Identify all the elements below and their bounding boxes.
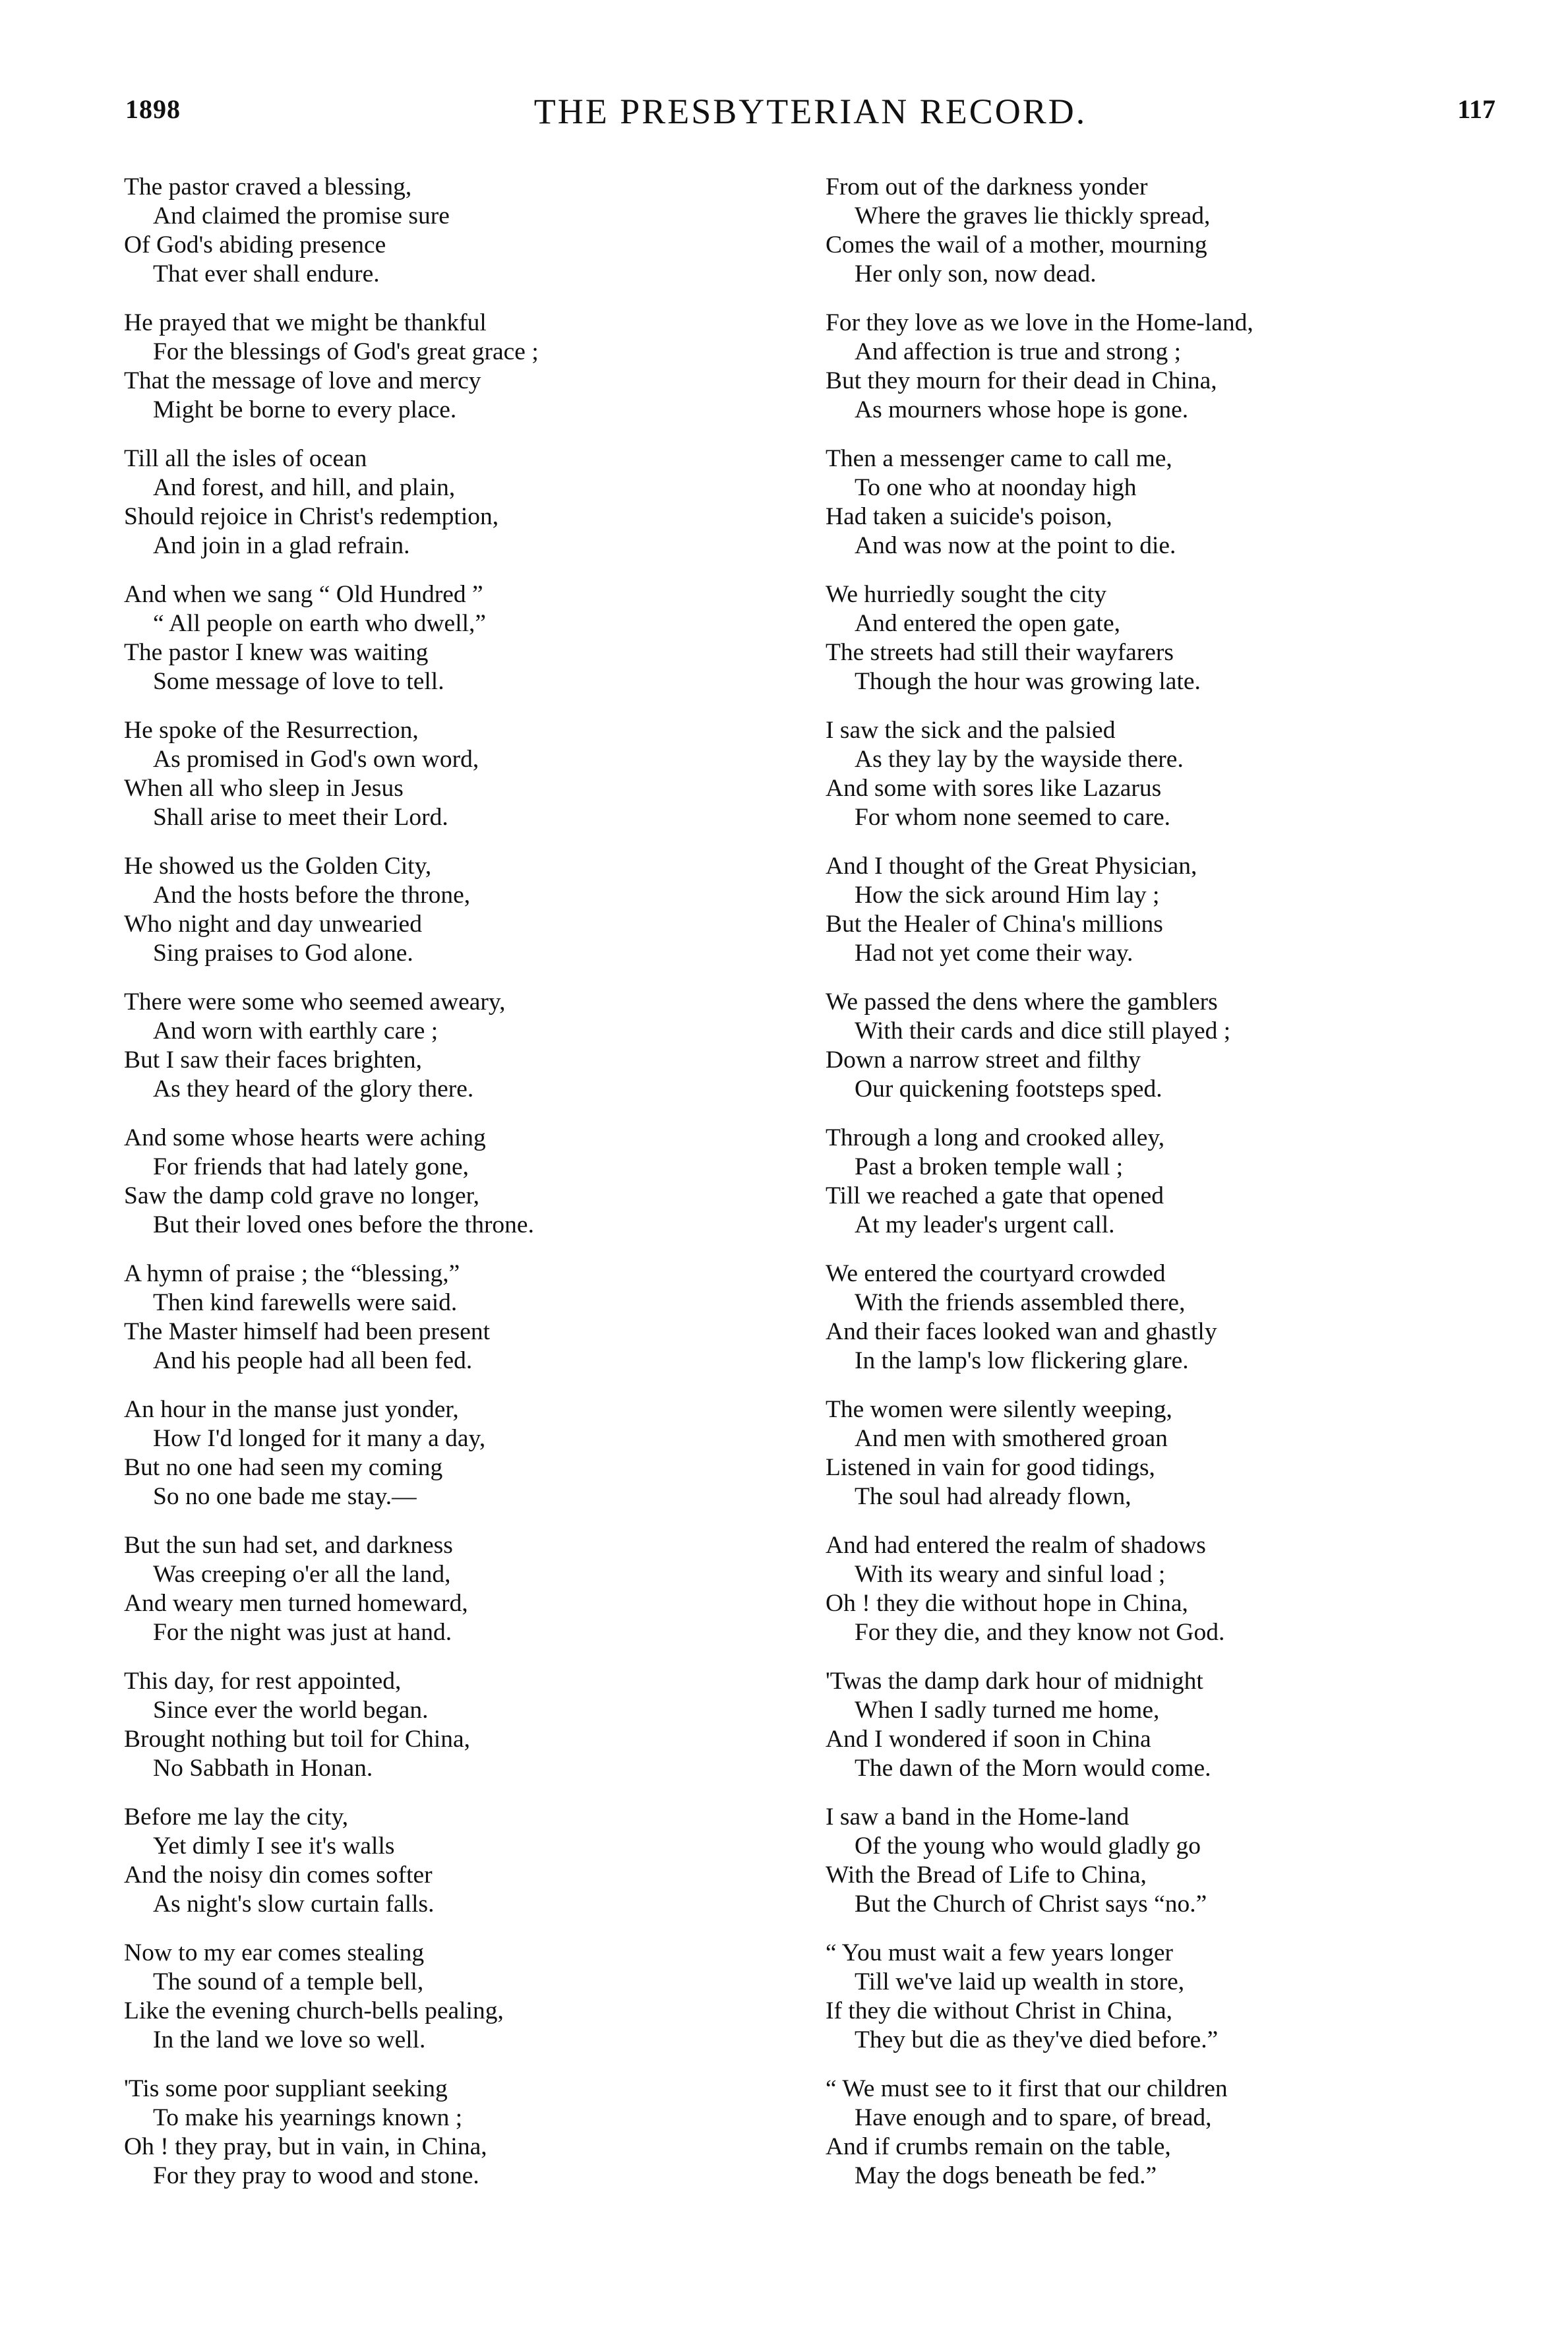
poem-line: But the Healer of China's millions [826, 911, 1163, 938]
poem-line: I saw a band in the Home-land [826, 1804, 1130, 1831]
poem-line: And I wondered if soon in China [826, 1726, 1151, 1753]
stanza [124, 1124, 783, 1259]
poem-line: He showed us the Golden City, [124, 853, 432, 880]
poem-line: And affection is true and strong ; [855, 338, 1182, 365]
poem-line: Had taken a suicide's poison, [826, 503, 1112, 530]
poem-line: And some whose hearts were aching [124, 1124, 486, 1151]
stanza [124, 309, 783, 444]
poem-line: An hour in the manse just yonder, [124, 1396, 459, 1423]
poem-line: They but die as they've died before.” [855, 2026, 1219, 2053]
poem-line: Of the young who would gladly go [855, 1833, 1201, 1860]
stanza [124, 173, 783, 309]
poem-line: And claimed the promise sure [153, 202, 450, 229]
poem-line: Sing praises to God alone. [153, 940, 413, 967]
poem-line: Now to my ear comes stealing [124, 1939, 425, 1966]
poem-line: Who night and day unwearied [124, 911, 422, 938]
poem-line: Before me lay the city, [124, 1804, 349, 1831]
poem-line: Where the graves lie thickly spread, [855, 202, 1211, 229]
poem-line: But no one had seen my coming [124, 1454, 443, 1481]
poem-line: For the night was just at hand. [153, 1619, 452, 1646]
poem-line: In the lamp's low flickering glare. [855, 1347, 1189, 1374]
poem-line: “ You must wait a few years longer [826, 1939, 1173, 1966]
poem-line: Comes the wail of a mother, mourning [826, 231, 1207, 258]
poem-line: Through a long and crooked alley, [826, 1124, 1165, 1151]
poem-line: He spoke of the Resurrection, [124, 717, 419, 744]
poem-line: When all who sleep in Jesus [124, 775, 404, 802]
poem-line: Yet dimly I see it's walls [153, 1833, 395, 1860]
poem-line: Then a messenger came to call me, [826, 445, 1172, 472]
poem-line: Listened in vain for good tidings, [826, 1454, 1155, 1481]
poem-line: There were some who seemed aweary, [124, 988, 506, 1016]
poem-line: May the dogs beneath be fed.” [855, 2162, 1157, 2189]
page-header [125, 91, 1495, 133]
poem-line: And the noisy din comes softer [124, 1862, 433, 1889]
poem-line: So no one bade me stay.— [153, 1483, 417, 1510]
poem-line: Had not yet come their way. [855, 940, 1133, 967]
poem-line: For they die, and they know not God. [855, 1619, 1225, 1646]
poem-line: He prayed that we might be thankful [124, 309, 487, 336]
poem-line: And men with smothered groan [855, 1425, 1168, 1452]
poem-line: The soul had already flown, [855, 1483, 1131, 1510]
poem-line: Oh ! they die without hope in China, [826, 1590, 1188, 1617]
stanza [826, 1939, 1518, 2075]
poem-line: Oh ! they pray, but in vain, in China, [124, 2133, 487, 2160]
stanza [124, 1939, 783, 2075]
stanza [826, 852, 1518, 988]
poem-line: But they mourn for their dead in China, [826, 367, 1217, 394]
poem-line: With the friends assembled there, [855, 1289, 1186, 1316]
poem-line: As they heard of the glory there. [153, 1076, 474, 1103]
stanza [826, 716, 1518, 852]
poem-line: Like the evening church-bells pealing, [124, 1997, 504, 2024]
poem-line: With the Bread of Life to China, [826, 1862, 1147, 1889]
poem-line: With their cards and dice still played ; [855, 1017, 1231, 1045]
poem-line: I saw the sick and the palsied [826, 717, 1116, 744]
poem-line: The pastor craved a blessing, [124, 173, 412, 200]
stanza [124, 988, 783, 1124]
poem-line: And if crumbs remain on the table, [826, 2133, 1171, 2160]
poem-line: Then kind farewells were said. [153, 1289, 458, 1316]
poem-column-left [124, 173, 783, 2210]
poem-line: In the land we love so well. [153, 2026, 426, 2053]
poem-line: Shall arise to meet their Lord. [153, 804, 448, 831]
header-year: 1898 [125, 94, 181, 124]
poem-line: At my leader's urgent call. [855, 1211, 1115, 1238]
poem-line: As mourners whose hope is gone. [855, 396, 1189, 423]
poem-line: Our quickening footsteps sped. [855, 1076, 1162, 1103]
poem-line: And the hosts before the throne, [153, 882, 471, 909]
poem-line: “ We must see to it first that our children [826, 2075, 1228, 2102]
stanza [124, 580, 783, 716]
stanza [124, 444, 783, 580]
poem-line: And when we sang “ Old Hundred ” [124, 581, 483, 608]
poem-line: When I sadly turned me home, [855, 1697, 1160, 1724]
poem-line: To one who at noonday high [855, 474, 1137, 501]
poem-line: 'Tis some poor suppliant seeking [124, 2075, 448, 2102]
stanza [826, 1803, 1518, 1939]
stanza [124, 1803, 783, 1939]
poem-line: We passed the dens where the gamblers [826, 988, 1218, 1016]
stanza [826, 309, 1518, 444]
poem-line: We hurriedly sought the city [826, 581, 1107, 608]
poem-line: For whom none seemed to care. [855, 804, 1171, 831]
page-number: 117 [1457, 94, 1495, 124]
journal-title: THE PRESBYTERIAN RECORD. [533, 92, 1087, 131]
poem-line: To make his yearnings known ; [153, 2104, 463, 2131]
poem-line: Since ever the world began. [153, 1697, 429, 1724]
poem-line: The dawn of the Morn would come. [855, 1755, 1211, 1782]
poem-line: And forest, and hill, and plain, [153, 474, 456, 501]
poem-line: Have enough and to spare, of bread, [855, 2104, 1212, 2131]
stanza [124, 1531, 783, 1667]
stanza [124, 1667, 783, 1803]
stanza [826, 173, 1518, 309]
poem-line: And worn with earthly care ; [153, 1017, 438, 1045]
poem-line: For the blessings of God's great grace ; [153, 338, 539, 365]
poem-line: 'Twas the damp dark hour of midnight [826, 1668, 1203, 1695]
poem-line: If they die without Christ in China, [826, 1997, 1172, 2024]
poem-line: For they pray to wood and stone. [153, 2162, 479, 2189]
stanza [826, 988, 1518, 1124]
poem-line: And entered the open gate, [855, 610, 1120, 637]
poem-line: Should rejoice in Christ's redemption, [124, 503, 499, 530]
stanza [826, 2075, 1518, 2210]
poem-line: “ All people on earth who dwell,” [153, 610, 487, 637]
stanza [826, 1259, 1518, 1395]
poem-line: A hymn of praise ; the “blessing,” [124, 1260, 460, 1287]
poem-line: And his people had all been fed. [153, 1347, 473, 1374]
stanza [826, 1124, 1518, 1259]
poem-line: But the Church of Christ says “no.” [855, 1891, 1207, 1918]
poem-line: But the sun had set, and darkness [124, 1532, 453, 1559]
stanza [826, 1667, 1518, 1803]
stanza [124, 1259, 783, 1395]
poem-line: This day, for rest appointed, [124, 1668, 402, 1695]
poem-line: No Sabbath in Honan. [153, 1755, 373, 1782]
poem-line: As they lay by the wayside there. [855, 746, 1184, 773]
poem-line: Of God's abiding presence [124, 231, 386, 258]
stanza [124, 2075, 783, 2210]
poem-line: That the message of love and mercy [124, 367, 481, 394]
poem-line: And weary men turned homeward, [124, 1590, 468, 1617]
poem-line: With its weary and sinful load ; [855, 1561, 1166, 1588]
poem-line: And join in a glad refrain. [153, 532, 410, 559]
poem-line: Till we reached a gate that opened [826, 1182, 1164, 1209]
poem-line: And I thought of the Great Physician, [826, 853, 1197, 880]
poem-column-right [826, 173, 1518, 2210]
poem-line: The Master himself had been present [124, 1318, 491, 1345]
poem-line: That ever shall endure. [153, 260, 380, 288]
poem-line: For friends that had lately gone, [153, 1153, 469, 1180]
stanza [826, 580, 1518, 716]
poem-line: For they love as we love in the Home-land, [826, 309, 1253, 336]
poem-line: Till we've laid up wealth in store, [855, 1968, 1185, 1995]
poem-line: Some message of love to tell. [153, 668, 444, 695]
poem-line: Saw the damp cold grave no longer, [124, 1182, 479, 1209]
poem-line: Past a broken temple wall ; [855, 1153, 1124, 1180]
poem-line: And was now at the point to die. [855, 532, 1176, 559]
poem-line: From out of the darkness yonder [826, 173, 1148, 200]
poem-line: Might be borne to every place. [153, 396, 457, 423]
poem-line: But I saw their faces brighten, [124, 1046, 422, 1074]
poem-line: We entered the courtyard crowded [826, 1260, 1166, 1287]
stanza [124, 716, 783, 852]
poem-line: But their loved ones before the throne. [153, 1211, 534, 1238]
poem-line: How I'd longed for it many a day, [153, 1425, 486, 1452]
poem-line: The streets had still their wayfarers [826, 639, 1174, 666]
poem-line: The sound of a temple bell, [153, 1968, 424, 1995]
poem-line: Her only son, now dead. [855, 260, 1097, 288]
poem-line: As night's slow curtain falls. [153, 1891, 435, 1918]
poem-line: Was creeping o'er all the land, [153, 1561, 451, 1588]
stanza [124, 1395, 783, 1531]
poem-line: And their faces looked wan and ghastly [826, 1318, 1217, 1345]
stanza [826, 1395, 1518, 1531]
poem-line: The pastor I knew was waiting [124, 639, 429, 666]
poem-line: The women were silently weeping, [826, 1396, 1172, 1423]
poem-line: As promised in God's own word, [153, 746, 479, 773]
poem-line: Brought nothing but toil for China, [124, 1726, 470, 1753]
poem-line: How the sick around Him lay ; [855, 882, 1160, 909]
poem-line: Though the hour was growing late. [855, 668, 1201, 695]
stanza [826, 444, 1518, 580]
poem-line: Down a narrow street and filthy [826, 1046, 1141, 1074]
stanza [826, 1531, 1518, 1667]
poem-line: And some with sores like Lazarus [826, 775, 1162, 802]
poem-line: Till all the isles of ocean [124, 445, 367, 472]
stanza [124, 852, 783, 988]
poem-line: And had entered the realm of shadows [826, 1532, 1206, 1559]
